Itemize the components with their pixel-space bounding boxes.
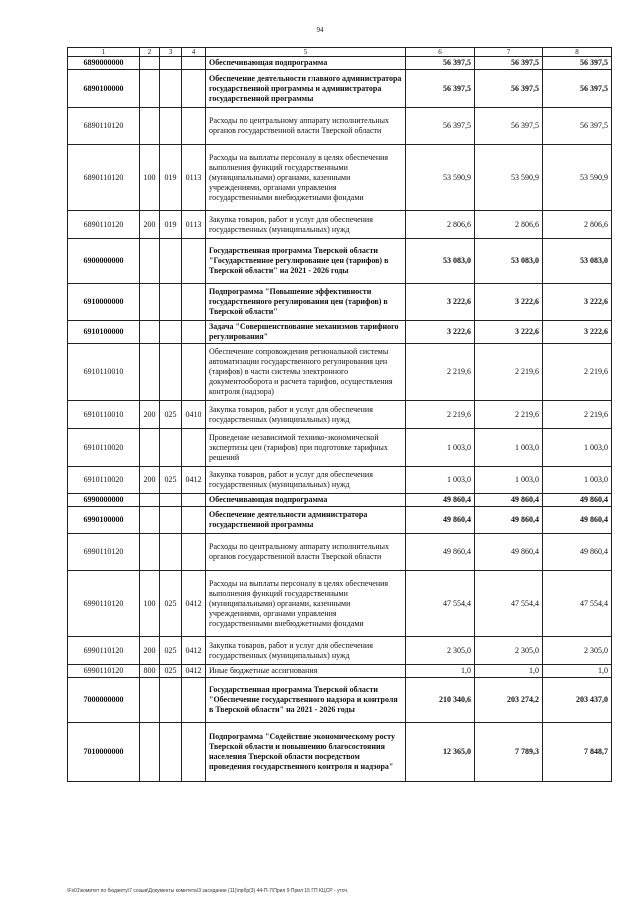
row-expense-type [140, 429, 160, 467]
header-cell: 5 [206, 48, 406, 57]
row-ministry [160, 534, 182, 571]
header-cell: 8 [543, 48, 612, 57]
row-value-2026: 2 219,6 [543, 344, 612, 401]
row-value-2025: 7 789,3 [475, 723, 543, 782]
row-name: Обеспечение сопровождения региональной системы автоматизации государственного регулирования цен (тарифов) в части системы электронного документооборота и расчета тарифов, осуществления контроля (надзора) [206, 344, 406, 401]
table-row [68, 571, 612, 637]
row-value-2024: 2 219,6 [406, 344, 475, 401]
table-row [68, 723, 612, 782]
row-code: 6900000000 [68, 239, 140, 284]
header-cell: 2 [140, 48, 160, 57]
page-number: 94 [316, 26, 324, 34]
row-name: Обеспечивающая подпрограмма [206, 57, 406, 70]
row-section [182, 57, 206, 70]
row-value-2026: 49 860,4 [543, 494, 612, 507]
row-code: 6910100000 [68, 321, 140, 344]
row-section [182, 284, 206, 321]
table-row [68, 637, 612, 665]
row-name: Расходы по центральному аппарату исполнительных органов государственной власти Тверской области [206, 108, 406, 145]
table-row [68, 145, 612, 211]
row-name: Задача "Совершенствование механизмов тарифного регулирования" [206, 321, 406, 344]
row-code: 6990110120 [68, 665, 140, 678]
row-value-2025: 203 274,2 [475, 678, 543, 723]
row-ministry: 025 [160, 665, 182, 678]
row-name: Обеспечение деятельности главного администратора государственной программы и администратора государственной программы [206, 70, 406, 108]
row-name: Закупка товаров, работ и услуг для обеспечения государственных (муниципальных) нужд [206, 211, 406, 239]
row-code: 7010000000 [68, 723, 140, 782]
row-code: 6890110120 [68, 108, 140, 145]
row-code: 6990110120 [68, 571, 140, 637]
row-name: Расходы по центральному аппарату исполнительных органов государственной власти Тверской области [206, 534, 406, 571]
table-row [68, 321, 612, 344]
row-value-2024: 1 003,0 [406, 429, 475, 467]
row-section [182, 534, 206, 571]
row-name: Государственная программа Тверской области "Государственное регулирование цен (тарифов) в Тверской области" на 2021 - 2026 годы [206, 239, 406, 284]
row-expense-type [140, 344, 160, 401]
row-ministry: 019 [160, 145, 182, 211]
row-section: 0412 [182, 665, 206, 678]
row-name: Государственная программа Тверской области "Обеспечение государственного надзора и контроля в Тверской области" на 2021 - 2026 годы [206, 678, 406, 723]
row-ministry [160, 723, 182, 782]
row-code: 6890110120 [68, 145, 140, 211]
row-value-2024: 49 860,4 [406, 494, 475, 507]
row-ministry: 025 [160, 401, 182, 429]
row-section [182, 70, 206, 108]
row-value-2026: 3 222,6 [543, 321, 612, 344]
row-expense-type [140, 239, 160, 284]
row-code: 6910110020 [68, 467, 140, 494]
row-value-2025: 1 003,0 [475, 429, 543, 467]
row-value-2025: 2 806,6 [475, 211, 543, 239]
row-ministry [160, 678, 182, 723]
row-value-2024: 56 397,5 [406, 57, 475, 70]
table-row [68, 344, 612, 401]
row-section: 0113 [182, 211, 206, 239]
row-expense-type [140, 321, 160, 344]
row-value-2025: 53 083,0 [475, 239, 543, 284]
row-name: Иные бюджетные ассигнования [206, 665, 406, 678]
row-section: 0113 [182, 145, 206, 211]
row-expense-type [140, 108, 160, 145]
row-value-2026: 2 219,6 [543, 401, 612, 429]
row-value-2025: 56 397,5 [475, 57, 543, 70]
row-value-2026: 203 437,0 [543, 678, 612, 723]
budget-table [67, 47, 612, 782]
row-value-2026: 53 083,0 [543, 239, 612, 284]
row-value-2026: 53 590,9 [543, 145, 612, 211]
row-code: 6890000000 [68, 57, 140, 70]
table-row [68, 507, 612, 534]
row-value-2025: 1 003,0 [475, 467, 543, 494]
file-path-footer: \Fs01\комитет по бюджету\7 созыв\Документы комитета\3 заседание (11)\прбр(3) 44-П-7\Прил 9 Прил 15 ГП КЦСР - уточ. [67, 888, 349, 894]
table-row [68, 284, 612, 321]
row-value-2026: 1 003,0 [543, 467, 612, 494]
row-value-2025: 49 860,4 [475, 507, 543, 534]
row-ministry [160, 344, 182, 401]
header-cell: 7 [475, 48, 543, 57]
row-value-2026: 1 003,0 [543, 429, 612, 467]
row-value-2024: 2 806,6 [406, 211, 475, 239]
row-ministry [160, 321, 182, 344]
row-ministry [160, 57, 182, 70]
row-value-2024: 210 340,6 [406, 678, 475, 723]
row-code: 6910110020 [68, 429, 140, 467]
table-row [68, 70, 612, 108]
row-value-2026: 56 397,5 [543, 108, 612, 145]
row-value-2024: 56 397,5 [406, 108, 475, 145]
row-value-2024: 12 365,0 [406, 723, 475, 782]
row-name: Расходы на выплаты персоналу в целях обеспечения выполнения функций государственными (муниципальными) органами, казенными учреждениями, органами управления государственными внебюджетными фондами [206, 571, 406, 637]
row-ministry: 019 [160, 211, 182, 239]
row-ministry [160, 108, 182, 145]
row-value-2024: 1 003,0 [406, 467, 475, 494]
row-value-2025: 1,0 [475, 665, 543, 678]
row-name: Закупка товаров, работ и услуг для обеспечения государственных (муниципальных) нужд [206, 467, 406, 494]
table-row [68, 211, 612, 239]
row-section [182, 507, 206, 534]
row-expense-type: 800 [140, 665, 160, 678]
row-expense-type [140, 723, 160, 782]
row-code: 6910110010 [68, 344, 140, 401]
row-ministry [160, 284, 182, 321]
row-section: 0412 [182, 637, 206, 665]
row-value-2026: 49 860,4 [543, 507, 612, 534]
row-value-2024: 49 860,4 [406, 507, 475, 534]
row-value-2024: 3 222,6 [406, 284, 475, 321]
row-value-2025: 2 219,6 [475, 344, 543, 401]
row-ministry: 025 [160, 467, 182, 494]
row-value-2025: 2 219,6 [475, 401, 543, 429]
row-code: 6990110120 [68, 534, 140, 571]
row-value-2026: 2 806,6 [543, 211, 612, 239]
row-value-2024: 2 219,6 [406, 401, 475, 429]
header-cell: 6 [406, 48, 475, 57]
row-section [182, 321, 206, 344]
row-ministry [160, 507, 182, 534]
row-name: Проведение независимой технико-экономической экспертизы цен (тарифов) при подготовке тарифных решений [206, 429, 406, 467]
row-name: Обеспечение деятельности администратора государственной программы [206, 507, 406, 534]
table-row [68, 467, 612, 494]
row-expense-type [140, 534, 160, 571]
row-expense-type [140, 494, 160, 507]
row-value-2026: 3 222,6 [543, 284, 612, 321]
row-section [182, 429, 206, 467]
row-value-2024: 53 083,0 [406, 239, 475, 284]
row-expense-type: 200 [140, 467, 160, 494]
row-expense-type [140, 678, 160, 723]
row-name: Закупка товаров, работ и услуг для обеспечения государственных (муниципальных) нужд [206, 401, 406, 429]
row-value-2025: 49 860,4 [475, 494, 543, 507]
header-cell: 4 [182, 48, 206, 57]
row-expense-type: 200 [140, 637, 160, 665]
table-row [68, 401, 612, 429]
row-value-2026: 47 554,4 [543, 571, 612, 637]
row-code: 6910110010 [68, 401, 140, 429]
row-section: 0410 [182, 401, 206, 429]
row-name: Закупка товаров, работ и услуг для обеспечения государственных (муниципальных) нужд [206, 637, 406, 665]
row-value-2025: 3 222,6 [475, 284, 543, 321]
table-row [68, 57, 612, 70]
row-expense-type: 200 [140, 401, 160, 429]
row-expense-type [140, 70, 160, 108]
row-value-2025: 56 397,5 [475, 70, 543, 108]
row-value-2024: 49 860,4 [406, 534, 475, 571]
row-ministry [160, 494, 182, 507]
row-value-2025: 56 397,5 [475, 108, 543, 145]
row-expense-type: 100 [140, 145, 160, 211]
row-name: Расходы на выплаты персоналу в целях обеспечения выполнения функций государственными (муниципальными) органами, казенными учреждениями, органами управления государственными внебюджетными фондами [206, 145, 406, 211]
row-name: Подпрограмма "Содействие экономическому росту Тверской области и повышению благосостояния населения Тверской области посредством проведения государственного контроля и надзора" [206, 723, 406, 782]
table-row [68, 494, 612, 507]
row-ministry: 025 [160, 637, 182, 665]
table-row [68, 534, 612, 571]
row-name: Обеспечивающая подпрограмма [206, 494, 406, 507]
table-row [68, 665, 612, 678]
row-expense-type: 100 [140, 571, 160, 637]
row-code: 6990100000 [68, 507, 140, 534]
row-code: 6990000000 [68, 494, 140, 507]
row-section: 0412 [182, 571, 206, 637]
row-ministry [160, 239, 182, 284]
row-section [182, 108, 206, 145]
header-cell: 3 [160, 48, 182, 57]
header-cell: 1 [68, 48, 140, 57]
row-value-2026: 49 860,4 [543, 534, 612, 571]
table-header-row [68, 48, 612, 57]
table-row [68, 429, 612, 467]
row-value-2025: 3 222,6 [475, 321, 543, 344]
row-section: 0412 [182, 467, 206, 494]
row-ministry [160, 70, 182, 108]
row-value-2025: 2 305,0 [475, 637, 543, 665]
row-value-2026: 2 305,0 [543, 637, 612, 665]
table-row [68, 108, 612, 145]
row-value-2026: 56 397,5 [543, 70, 612, 108]
row-expense-type [140, 57, 160, 70]
row-code: 6990110120 [68, 637, 140, 665]
table-row [68, 239, 612, 284]
row-value-2026: 7 848,7 [543, 723, 612, 782]
row-value-2026: 56 397,5 [543, 57, 612, 70]
row-value-2024: 47 554,4 [406, 571, 475, 637]
row-value-2026: 1,0 [543, 665, 612, 678]
row-value-2025: 53 590,9 [475, 145, 543, 211]
row-expense-type: 200 [140, 211, 160, 239]
row-code: 6910000000 [68, 284, 140, 321]
row-section [182, 239, 206, 284]
table-row [68, 678, 612, 723]
row-value-2024: 2 305,0 [406, 637, 475, 665]
row-expense-type [140, 507, 160, 534]
row-code: 6890100000 [68, 70, 140, 108]
row-ministry [160, 429, 182, 467]
row-section [182, 678, 206, 723]
row-value-2024: 3 222,6 [406, 321, 475, 344]
row-code: 7000000000 [68, 678, 140, 723]
row-section [182, 723, 206, 782]
row-value-2025: 49 860,4 [475, 534, 543, 571]
row-section [182, 344, 206, 401]
row-value-2024: 1,0 [406, 665, 475, 678]
row-value-2024: 56 397,5 [406, 70, 475, 108]
row-value-2025: 47 554,4 [475, 571, 543, 637]
row-section [182, 494, 206, 507]
row-expense-type [140, 284, 160, 321]
row-ministry: 025 [160, 571, 182, 637]
row-name: Подпрограмма "Повышение эффективности государственного регулирования цен (тарифов) в Тверской области" [206, 284, 406, 321]
row-value-2024: 53 590,9 [406, 145, 475, 211]
row-code: 6890110120 [68, 211, 140, 239]
